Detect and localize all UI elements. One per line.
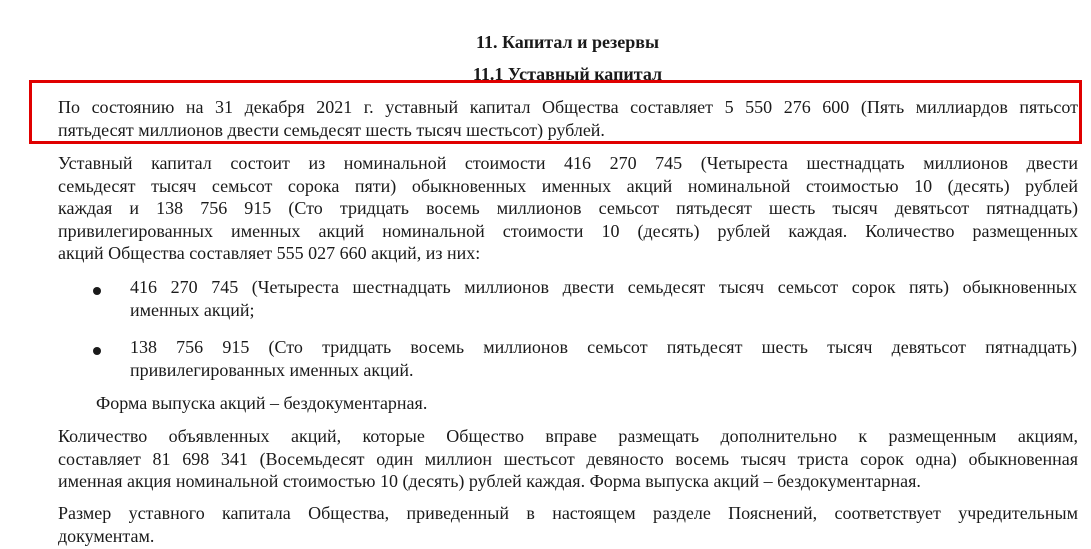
list-item-preferred-shares	[130, 336, 1077, 381]
text-line: Количество объявленных акций, которые Общество вправе размещать дополнительно к размещенным акциям,	[58, 426, 1078, 446]
text-line: составляет 81 698 341 (Восемьдесят один миллион шестьсот девяносто восемь тысяч триста сорок одна) обыкновенная	[58, 448, 1078, 469]
bullet-icon	[93, 347, 101, 355]
text-line: По состоянию на 31 декабря 2021 г. уставный капитал Общества составляет 5 550 276 600 (Пять миллиардов пятьсот	[58, 97, 1078, 117]
paragraph-share-form: Форма выпуска акций – бездокументарная.	[96, 393, 428, 413]
paragraph-declared-shares	[58, 425, 1078, 493]
text-line: семьдесят тысяч семьсот сорока пяти) обыкновенных именных акций номинальной стоимостью 10 (десять) рублей	[58, 175, 1078, 196]
text-line: привилегированных именных акций.	[130, 359, 414, 380]
text-line: именная акция номинальной стоимостью 10 (десять) рублей каждая. Форма выпуска акций – бездокументарная.	[58, 471, 921, 491]
bullet-icon	[93, 287, 101, 295]
paragraph-compliance	[58, 502, 1078, 547]
list-item-ordinary-shares	[130, 276, 1077, 321]
text-line: 138 756 915 (Сто тридцать восемь миллионов семьсот пятьдесят шесть тысяч девятьсот пятнадцать)	[130, 337, 1077, 357]
text-line: именных акций;	[130, 299, 255, 320]
text-line: акций Общества составляет 555 027 660 акций, из них:	[58, 243, 481, 263]
section-title: 11. Капитал и резервы	[475, 32, 660, 52]
text-line: документам.	[58, 525, 155, 546]
section-subtitle: 11.1 Уставный капитал	[472, 64, 663, 84]
paragraph-charter-capital	[58, 96, 1078, 141]
text-line: привилегированных именных акций номинальной стоимости 10 (десять) рублей каждая. Количество размещенных	[58, 220, 1078, 241]
text-line: Уставный капитал состоит из номинальной стоимости 416 270 745 (Четыреста шестнадцать миллионов двести	[58, 153, 1078, 173]
text-line: Размер уставного капитала Общества, приведенный в настоящем разделе Пояснений, соответствует учредительным	[58, 503, 1078, 523]
text-line: пятьдесят миллионов двести семьдесят шесть тысяч шестьсот) рублей.	[58, 119, 605, 140]
text-line: 416 270 745 (Четыреста шестнадцать миллионов двести семьдесят тысяч семьсот сорок пять) обыкновенных	[130, 277, 1077, 297]
text-line: каждая и 138 756 915 (Сто тридцать восемь миллионов семьсот пятьдесят шесть тысяч девятьсот пятнадцать)	[58, 198, 1078, 218]
paragraph-capital-structure	[58, 152, 1078, 265]
